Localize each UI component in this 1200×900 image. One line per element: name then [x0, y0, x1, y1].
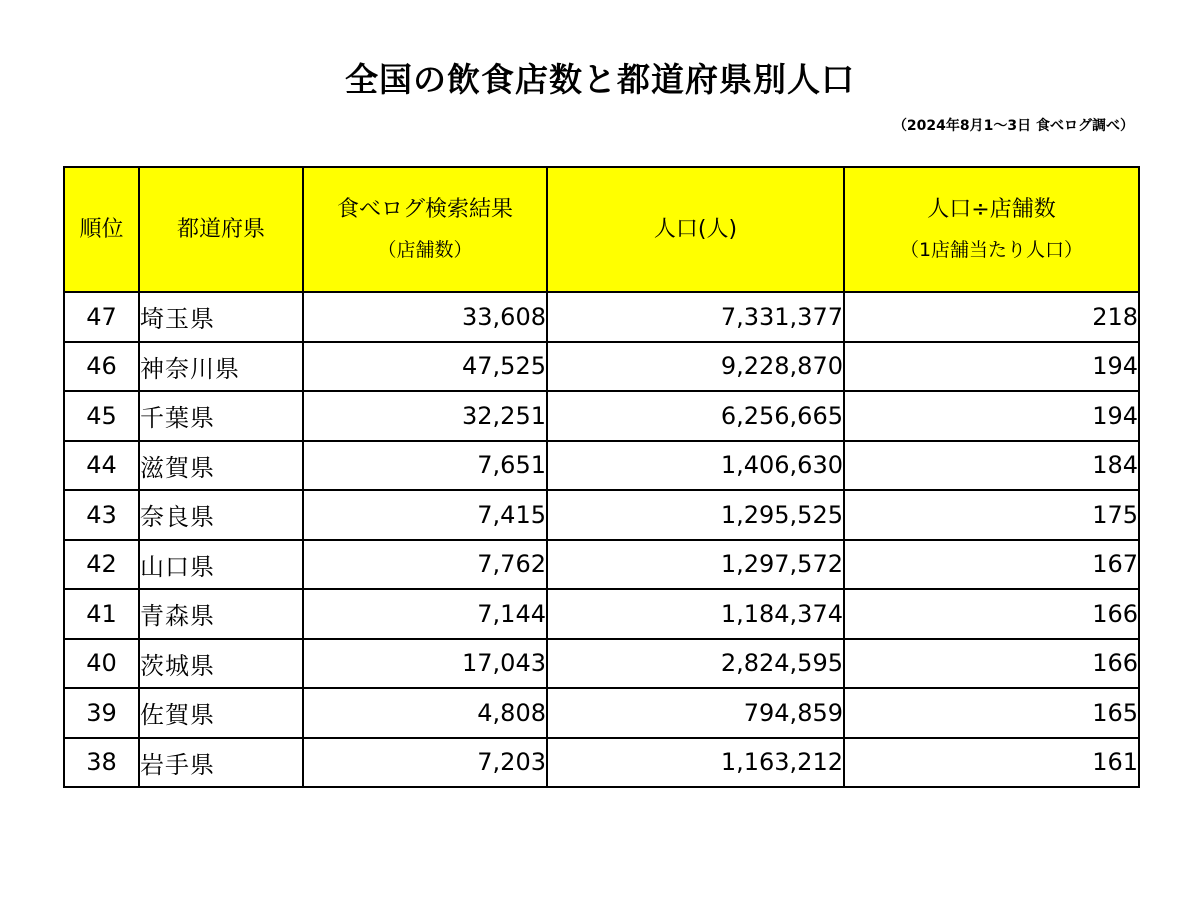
stores-cell: 7,415 — [303, 490, 547, 540]
rank-cell: 39 — [64, 688, 139, 738]
table-row — [64, 738, 1139, 788]
ratio-cell: 194 — [844, 342, 1139, 392]
rank-cell: 47 — [64, 292, 139, 342]
header-stores-line1: 食べログ検索結果 — [336, 196, 513, 222]
prefecture-cell: 千葉県 — [139, 391, 303, 441]
population-cell: 2,824,595 — [547, 639, 844, 689]
ratio-cell: 166 — [844, 639, 1139, 689]
ratio-cell: 218 — [844, 292, 1139, 342]
population-cell: 1,163,212 — [547, 738, 844, 788]
prefecture-cell: 茨城県 — [139, 639, 303, 689]
ratio-cell: 175 — [844, 490, 1139, 540]
prefecture-cell: 岩手県 — [139, 738, 303, 788]
header-stores — [303, 167, 547, 292]
population-cell: 9,228,870 — [547, 342, 844, 392]
ratio-cell: 184 — [844, 441, 1139, 491]
stores-cell: 17,043 — [303, 639, 547, 689]
rank-cell: 46 — [64, 342, 139, 392]
population-cell: 794,859 — [547, 688, 844, 738]
rank-cell: 43 — [64, 490, 139, 540]
rank-cell: 44 — [64, 441, 139, 491]
stores-cell: 47,525 — [303, 342, 547, 392]
table-row — [64, 490, 1139, 540]
stores-cell: 4,808 — [303, 688, 547, 738]
ranking-table — [63, 166, 1140, 788]
table-row — [64, 688, 1139, 738]
rank-cell: 38 — [64, 738, 139, 788]
table-row — [64, 540, 1139, 590]
table-row — [64, 589, 1139, 639]
stores-cell: 7,144 — [303, 589, 547, 639]
population-cell: 1,406,630 — [547, 441, 844, 491]
population-cell: 1,295,525 — [547, 490, 844, 540]
ratio-cell: 166 — [844, 589, 1139, 639]
prefecture-cell: 神奈川県 — [139, 342, 303, 392]
population-cell: 1,297,572 — [547, 540, 844, 590]
header-rank: 順位 — [64, 167, 139, 292]
ratio-cell: 194 — [844, 391, 1139, 441]
source-note: （2024年8月1～3日 食べログ調べ） — [892, 118, 1134, 134]
header-ratio-line2: （1店舗当たり人口） — [899, 238, 1084, 261]
population-cell: 6,256,665 — [547, 391, 844, 441]
table-row — [64, 342, 1139, 392]
rank-cell: 45 — [64, 391, 139, 441]
table-row — [64, 391, 1139, 441]
prefecture-cell: 滋賀県 — [139, 441, 303, 491]
prefecture-cell: 佐賀県 — [139, 688, 303, 738]
stores-cell: 7,762 — [303, 540, 547, 590]
rank-cell: 41 — [64, 589, 139, 639]
header-ratio — [844, 167, 1139, 292]
population-cell: 1,184,374 — [547, 589, 844, 639]
header-population: 人口(人) — [547, 167, 844, 292]
rank-cell: 42 — [64, 540, 139, 590]
rank-cell: 40 — [64, 639, 139, 689]
page-title: 全国の飲食店数と都道府県別人口 — [345, 60, 855, 99]
prefecture-cell: 埼玉県 — [139, 292, 303, 342]
header-prefecture: 都道府県 — [139, 167, 303, 292]
stores-cell: 33,608 — [303, 292, 547, 342]
table-row — [64, 639, 1139, 689]
population-cell: 7,331,377 — [547, 292, 844, 342]
stores-cell: 7,651 — [303, 441, 547, 491]
ratio-cell: 161 — [844, 738, 1139, 788]
header-ratio-line1: 人口÷店舗数 — [927, 196, 1056, 222]
stores-cell: 7,203 — [303, 738, 547, 788]
prefecture-cell: 青森県 — [139, 589, 303, 639]
table-row — [64, 292, 1139, 342]
prefecture-cell: 奈良県 — [139, 490, 303, 540]
stores-cell: 32,251 — [303, 391, 547, 441]
header-stores-line2: （店舗数） — [377, 238, 473, 261]
table-header-row — [64, 167, 1139, 292]
prefecture-cell: 山口県 — [139, 540, 303, 590]
ratio-cell: 167 — [844, 540, 1139, 590]
table-row — [64, 441, 1139, 491]
ratio-cell: 165 — [844, 688, 1139, 738]
